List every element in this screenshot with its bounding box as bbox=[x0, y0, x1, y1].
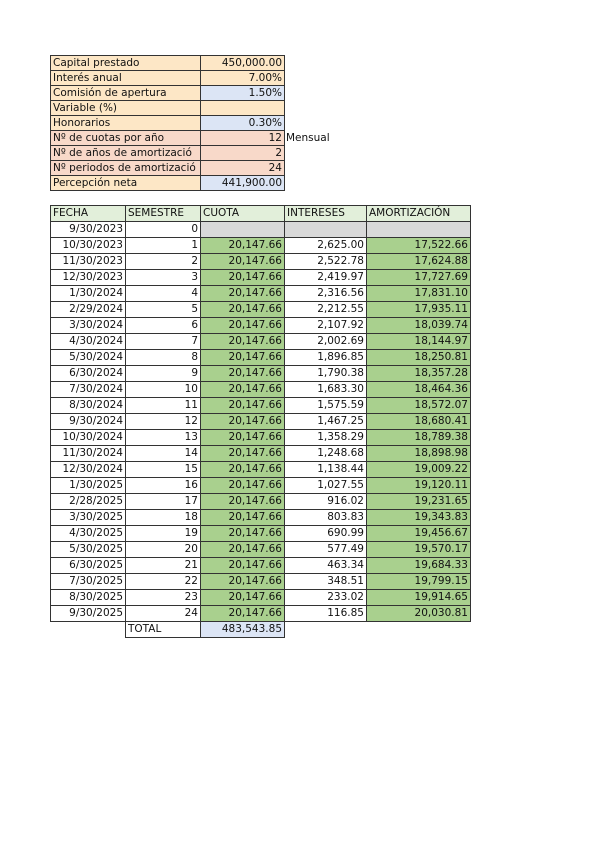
cell-semestre[interactable]: 11 bbox=[126, 398, 201, 414]
param-label[interactable]: Variable (%) bbox=[51, 101, 201, 116]
cell-amortizacion[interactable]: 19,570.17 bbox=[367, 542, 471, 558]
cell-fecha[interactable]: 5/30/2025 bbox=[51, 542, 126, 558]
cell-cuota[interactable]: 20,147.66 bbox=[201, 526, 285, 542]
cell-amortizacion[interactable]: 17,831.10 bbox=[367, 286, 471, 302]
cell-semestre[interactable]: 3 bbox=[126, 270, 201, 286]
cell-fecha[interactable]: 8/30/2024 bbox=[51, 398, 126, 414]
cell-semestre[interactable]: 9 bbox=[126, 366, 201, 382]
param-value[interactable]: 450,000.00 bbox=[201, 56, 285, 71]
cell-cuota[interactable]: 20,147.66 bbox=[201, 558, 285, 574]
cell-semestre[interactable]: 23 bbox=[126, 590, 201, 606]
table-row bbox=[51, 350, 471, 366]
param-value[interactable] bbox=[201, 101, 285, 116]
cell-semestre[interactable]: 10 bbox=[126, 382, 201, 398]
cell-amortizacion[interactable]: 18,680.41 bbox=[367, 414, 471, 430]
cell-semestre[interactable]: 14 bbox=[126, 446, 201, 462]
cell-intereses[interactable]: 1,138.44 bbox=[285, 462, 367, 478]
table-row bbox=[51, 606, 471, 622]
cell-fecha[interactable]: 7/30/2025 bbox=[51, 574, 126, 590]
param-note bbox=[285, 146, 345, 161]
cell-semestre[interactable]: 0 bbox=[126, 222, 201, 238]
table-row bbox=[51, 238, 471, 254]
total-row bbox=[51, 622, 471, 638]
cell-cuota[interactable]: 20,147.66 bbox=[201, 382, 285, 398]
cell-semestre[interactable]: 13 bbox=[126, 430, 201, 446]
total-label: TOTAL bbox=[126, 622, 201, 638]
param-value[interactable]: 24 bbox=[201, 161, 285, 176]
cell-fecha[interactable]: 1/30/2025 bbox=[51, 478, 126, 494]
cell-intereses[interactable]: 1,467.25 bbox=[285, 414, 367, 430]
table-row bbox=[51, 462, 471, 478]
cell-intereses[interactable]: 1,575.59 bbox=[285, 398, 367, 414]
cell-fecha[interactable]: 7/30/2024 bbox=[51, 382, 126, 398]
cell-cuota[interactable]: 20,147.66 bbox=[201, 478, 285, 494]
cell-amortizacion[interactable]: 18,357.28 bbox=[367, 366, 471, 382]
table-row bbox=[51, 254, 471, 270]
cell-intereses[interactable] bbox=[285, 222, 367, 238]
cell-intereses[interactable]: 2,316.56 bbox=[285, 286, 367, 302]
cell-cuota[interactable]: 20,147.66 bbox=[201, 494, 285, 510]
table-row bbox=[51, 222, 471, 238]
param-value[interactable]: 12 bbox=[201, 131, 285, 146]
cell-fecha[interactable]: 11/30/2024 bbox=[51, 446, 126, 462]
table-row bbox=[51, 510, 471, 526]
param-note bbox=[285, 176, 345, 191]
total-value[interactable]: 483,543.85 bbox=[201, 622, 285, 638]
param-label[interactable]: Percepción neta bbox=[51, 176, 201, 191]
cell-fecha[interactable]: 6/30/2025 bbox=[51, 558, 126, 574]
cell-intereses[interactable]: 1,683.30 bbox=[285, 382, 367, 398]
param-row bbox=[51, 161, 345, 176]
cell-amortizacion[interactable]: 19,343.83 bbox=[367, 510, 471, 526]
cell-amortizacion[interactable]: 19,231.65 bbox=[367, 494, 471, 510]
cell-cuota[interactable]: 20,147.66 bbox=[201, 302, 285, 318]
table-row bbox=[51, 526, 471, 542]
cell-fecha[interactable]: 3/30/2025 bbox=[51, 510, 126, 526]
table-row bbox=[51, 286, 471, 302]
cell-fecha[interactable]: 10/30/2024 bbox=[51, 430, 126, 446]
param-label[interactable]: Comisión de apertura bbox=[51, 86, 201, 101]
cell-amortizacion[interactable] bbox=[367, 222, 471, 238]
cell-intereses[interactable]: 803.83 bbox=[285, 510, 367, 526]
param-row bbox=[51, 176, 345, 191]
header-fecha: FECHA bbox=[51, 206, 126, 222]
cell-fecha[interactable]: 1/30/2024 bbox=[51, 286, 126, 302]
cell-fecha[interactable]: 12/30/2024 bbox=[51, 462, 126, 478]
cell-intereses[interactable]: 2,419.97 bbox=[285, 270, 367, 286]
param-note bbox=[285, 86, 345, 101]
cell-cuota[interactable]: 20,147.66 bbox=[201, 542, 285, 558]
param-value[interactable]: 2 bbox=[201, 146, 285, 161]
cell-fecha[interactable]: 11/30/2023 bbox=[51, 254, 126, 270]
table-row bbox=[51, 430, 471, 446]
cell-semestre[interactable]: 1 bbox=[126, 238, 201, 254]
cell-intereses[interactable]: 577.49 bbox=[285, 542, 367, 558]
cell-intereses[interactable]: 2,625.00 bbox=[285, 238, 367, 254]
cell-cuota[interactable]: 20,147.66 bbox=[201, 590, 285, 606]
cell-semestre[interactable]: 2 bbox=[126, 254, 201, 270]
cell-fecha[interactable]: 10/30/2023 bbox=[51, 238, 126, 254]
cell-amortizacion[interactable]: 20,030.81 bbox=[367, 606, 471, 622]
amortization-table bbox=[50, 205, 471, 638]
cell-semestre[interactable]: 19 bbox=[126, 526, 201, 542]
param-label[interactable]: Interés anual bbox=[51, 71, 201, 86]
cell-semestre[interactable]: 12 bbox=[126, 414, 201, 430]
cell-intereses[interactable]: 1,027.55 bbox=[285, 478, 367, 494]
cell-semestre[interactable]: 24 bbox=[126, 606, 201, 622]
cell-cuota[interactable]: 20,147.66 bbox=[201, 318, 285, 334]
param-note bbox=[285, 56, 345, 71]
cell-intereses[interactable]: 1,896.85 bbox=[285, 350, 367, 366]
cell-amortizacion[interactable]: 19,799.15 bbox=[367, 574, 471, 590]
cell-amortizacion[interactable]: 17,522.66 bbox=[367, 238, 471, 254]
param-note: Mensual bbox=[286, 132, 330, 144]
param-row bbox=[51, 71, 345, 86]
table-row bbox=[51, 494, 471, 510]
cell-fecha[interactable]: 4/30/2025 bbox=[51, 526, 126, 542]
cell-amortizacion[interactable]: 18,898.98 bbox=[367, 446, 471, 462]
cell-cuota[interactable]: 20,147.66 bbox=[201, 238, 285, 254]
table-row bbox=[51, 446, 471, 462]
param-label[interactable]: Nº de años de amortizació bbox=[51, 146, 201, 161]
table-row bbox=[51, 302, 471, 318]
param-row bbox=[51, 116, 345, 131]
param-row bbox=[51, 101, 345, 116]
table-row bbox=[51, 270, 471, 286]
param-row bbox=[51, 56, 345, 71]
header-amortizacion: AMORTIZACIÓN bbox=[367, 206, 471, 222]
cell-cuota[interactable] bbox=[201, 222, 285, 238]
param-note bbox=[285, 71, 345, 86]
cell-intereses[interactable]: 916.02 bbox=[285, 494, 367, 510]
cell-semestre[interactable]: 4 bbox=[126, 286, 201, 302]
cell-amortizacion[interactable]: 17,624.88 bbox=[367, 254, 471, 270]
param-label[interactable]: Honorarios bbox=[51, 116, 201, 131]
param-value[interactable]: 0.30% bbox=[201, 116, 285, 131]
cell-cuota[interactable]: 20,147.66 bbox=[201, 350, 285, 366]
cell-intereses[interactable]: 2,107.92 bbox=[285, 318, 367, 334]
cell-intereses[interactable]: 2,522.78 bbox=[285, 254, 367, 270]
param-note bbox=[285, 101, 345, 116]
cell-semestre[interactable]: 17 bbox=[126, 494, 201, 510]
cell-cuota[interactable]: 20,147.66 bbox=[201, 398, 285, 414]
table-row bbox=[51, 414, 471, 430]
cell-semestre[interactable]: 20 bbox=[126, 542, 201, 558]
param-label[interactable]: Capital prestado bbox=[51, 56, 201, 71]
cell-amortizacion[interactable]: 17,727.69 bbox=[367, 270, 471, 286]
param-row bbox=[51, 131, 345, 146]
cell-intereses[interactable]: 1,358.29 bbox=[285, 430, 367, 446]
param-label[interactable]: Nº de cuotas por año bbox=[51, 131, 201, 146]
table-row bbox=[51, 542, 471, 558]
param-value[interactable]: 1.50% bbox=[201, 86, 285, 101]
cell-semestre[interactable]: 21 bbox=[126, 558, 201, 574]
cell-amortizacion[interactable]: 18,464.36 bbox=[367, 382, 471, 398]
cell-fecha[interactable]: 2/29/2024 bbox=[51, 302, 126, 318]
cell-cuota[interactable]: 20,147.66 bbox=[201, 606, 285, 622]
cell-semestre[interactable]: 15 bbox=[126, 462, 201, 478]
cell-amortizacion[interactable]: 17,935.11 bbox=[367, 302, 471, 318]
cell-cuota[interactable]: 20,147.66 bbox=[201, 254, 285, 270]
cell-semestre[interactable]: 22 bbox=[126, 574, 201, 590]
param-note bbox=[285, 161, 345, 176]
loan-parameters-table bbox=[50, 55, 345, 191]
cell-amortizacion[interactable]: 19,456.67 bbox=[367, 526, 471, 542]
cell-fecha[interactable]: 6/30/2024 bbox=[51, 366, 126, 382]
param-row bbox=[51, 86, 345, 101]
param-row bbox=[51, 146, 345, 161]
cell-intereses[interactable]: 2,002.69 bbox=[285, 334, 367, 350]
cell-fecha[interactable]: 8/30/2025 bbox=[51, 590, 126, 606]
table-row bbox=[51, 398, 471, 414]
cell-cuota[interactable]: 20,147.66 bbox=[201, 430, 285, 446]
cell-fecha[interactable]: 9/30/2024 bbox=[51, 414, 126, 430]
table-row bbox=[51, 590, 471, 606]
cell-fecha[interactable]: 9/30/2025 bbox=[51, 606, 126, 622]
cell-semestre[interactable]: 5 bbox=[126, 302, 201, 318]
table-row bbox=[51, 318, 471, 334]
table-row bbox=[51, 366, 471, 382]
table-row bbox=[51, 574, 471, 590]
cell-intereses[interactable]: 1,248.68 bbox=[285, 446, 367, 462]
cell-amortizacion[interactable]: 19,120.11 bbox=[367, 478, 471, 494]
cell-cuota[interactable]: 20,147.66 bbox=[201, 270, 285, 286]
cell-cuota[interactable]: 20,147.66 bbox=[201, 286, 285, 302]
cell-intereses[interactable]: 233.02 bbox=[285, 590, 367, 606]
param-label[interactable]: Nº periodos de amortizació bbox=[51, 161, 201, 176]
cell-cuota[interactable]: 20,147.66 bbox=[201, 574, 285, 590]
cell-cuota[interactable]: 20,147.66 bbox=[201, 446, 285, 462]
cell-fecha[interactable]: 12/30/2023 bbox=[51, 270, 126, 286]
table-row bbox=[51, 382, 471, 398]
cell-semestre[interactable]: 16 bbox=[126, 478, 201, 494]
param-note bbox=[285, 116, 345, 131]
cell-amortizacion[interactable]: 19,914.65 bbox=[367, 590, 471, 606]
cell-semestre[interactable]: 8 bbox=[126, 350, 201, 366]
table-header-row bbox=[51, 206, 471, 222]
cell-cuota[interactable]: 20,147.66 bbox=[201, 366, 285, 382]
cell-amortizacion[interactable]: 18,789.38 bbox=[367, 430, 471, 446]
cell-intereses[interactable]: 348.51 bbox=[285, 574, 367, 590]
cell-fecha[interactable]: 4/30/2024 bbox=[51, 334, 126, 350]
cell-amortizacion[interactable]: 19,684.33 bbox=[367, 558, 471, 574]
cell-fecha[interactable]: 3/30/2024 bbox=[51, 318, 126, 334]
cell-intereses[interactable]: 1,790.38 bbox=[285, 366, 367, 382]
cell-intereses[interactable]: 116.85 bbox=[285, 606, 367, 622]
cell-cuota[interactable]: 20,147.66 bbox=[201, 414, 285, 430]
cell-intereses[interactable]: 2,212.55 bbox=[285, 302, 367, 318]
cell-amortizacion[interactable]: 18,250.81 bbox=[367, 350, 471, 366]
cell-cuota[interactable]: 20,147.66 bbox=[201, 462, 285, 478]
cell-fecha[interactable]: 5/30/2024 bbox=[51, 350, 126, 366]
cell-intereses[interactable]: 690.99 bbox=[285, 526, 367, 542]
table-row bbox=[51, 558, 471, 574]
cell-semestre[interactable]: 6 bbox=[126, 318, 201, 334]
cell-cuota[interactable]: 20,147.66 bbox=[201, 334, 285, 350]
cell-fecha[interactable]: 9/30/2023 bbox=[51, 222, 126, 238]
cell-intereses[interactable]: 463.34 bbox=[285, 558, 367, 574]
cell-amortizacion[interactable]: 19,009.22 bbox=[367, 462, 471, 478]
cell-semestre[interactable]: 7 bbox=[126, 334, 201, 350]
cell-fecha[interactable]: 2/28/2025 bbox=[51, 494, 126, 510]
cell-amortizacion[interactable]: 18,144.97 bbox=[367, 334, 471, 350]
cell-amortizacion[interactable]: 18,039.74 bbox=[367, 318, 471, 334]
table-row bbox=[51, 334, 471, 350]
header-cuota: CUOTA bbox=[201, 206, 285, 222]
param-value[interactable]: 441,900.00 bbox=[201, 176, 285, 191]
cell-cuota[interactable]: 20,147.66 bbox=[201, 510, 285, 526]
cell-semestre[interactable]: 18 bbox=[126, 510, 201, 526]
blank-cell bbox=[51, 622, 126, 638]
header-semestre: SEMESTRE bbox=[126, 206, 201, 222]
cell-amortizacion[interactable]: 18,572.07 bbox=[367, 398, 471, 414]
header-intereses: INTERESES bbox=[285, 206, 367, 222]
table-row bbox=[51, 478, 471, 494]
param-value[interactable]: 7.00% bbox=[201, 71, 285, 86]
